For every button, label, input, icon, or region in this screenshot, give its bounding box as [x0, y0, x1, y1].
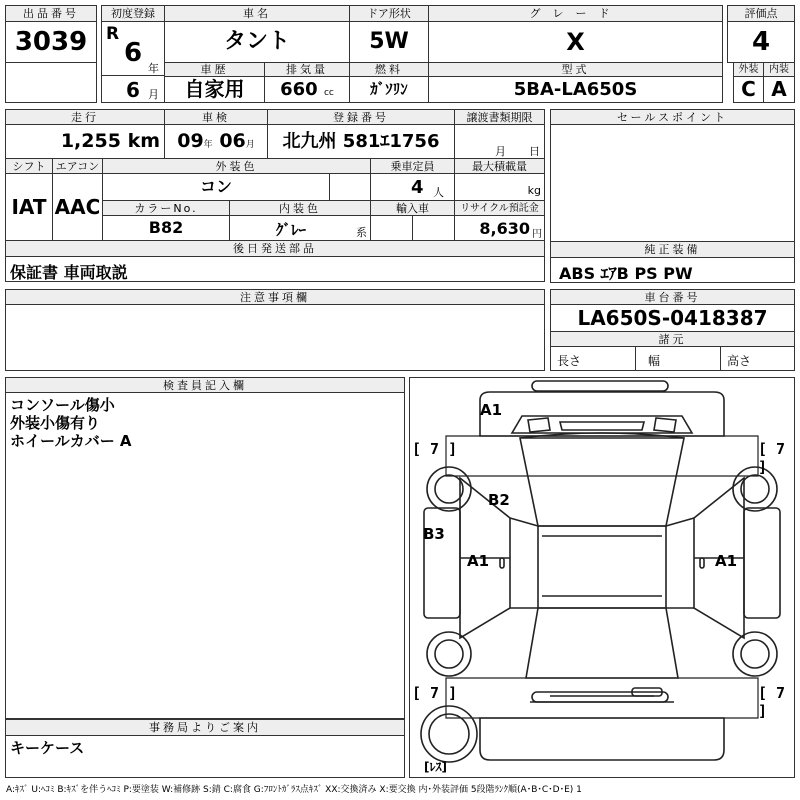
capacity-label: 乗車定員 [370, 158, 455, 174]
displacement-label: 排気量 [264, 62, 350, 77]
damage-a1-right: A1 [715, 552, 738, 570]
chassis-number: LA650S-0418387 [550, 304, 795, 332]
displacement-value: 660 [280, 79, 318, 100]
plate-number: 北九州 581ｴ1756 [267, 124, 455, 159]
width-cell [635, 346, 721, 371]
exterior-grade: C [733, 76, 764, 103]
tire-rear-left: [ 7 ] [412, 684, 458, 702]
year: 6 [124, 38, 143, 68]
lot-number: 3039 [5, 21, 97, 63]
insp-year: 09 [177, 130, 204, 152]
damage-legend: A:ｷｽﾞ U:ﾍｺﾐ B:ｷｽﾞを伴うﾍｺﾐ P:要塗装 W:補修跡 S:錆 C:腐食 G:ﾌﾛﾝﾄｶﾞﾗｽ点ｷｽﾞ XX:交換済み X:要交換 内･外装評価 5段階ﾗﾝｸ順(A･B･C･D･E) 1 [6, 785, 582, 795]
int-color [229, 215, 371, 241]
shift: IAT [5, 173, 53, 241]
car-diagram [409, 377, 795, 778]
score: 4 [727, 21, 795, 63]
model-label: 型式 [428, 62, 723, 77]
length-label: 長さ [557, 354, 582, 368]
max-load-unit: kg [527, 184, 541, 197]
ac-label: エアコン [52, 158, 103, 174]
door-label: ドア形状 [349, 5, 429, 22]
ac: AAC [52, 173, 103, 241]
tire-front-right: [ 7 ] [758, 440, 786, 476]
grade: X [428, 21, 723, 63]
capacity [370, 173, 455, 201]
max-load-label: 最大積載量 [454, 158, 545, 174]
ext-color-label: 外装色 [102, 158, 371, 174]
equipment [550, 257, 795, 283]
transfer-label: 譲渡書類期限 [454, 109, 545, 125]
recycle-unit: 円 [532, 229, 542, 240]
exterior-label: 外装 [733, 62, 764, 77]
height-cell [720, 346, 795, 371]
door-type: 5W [349, 21, 429, 63]
displacement [264, 76, 350, 103]
transfer-day: 日 [529, 145, 540, 158]
plate-label: 登録番号 [267, 109, 455, 125]
office-note [5, 735, 405, 778]
later-parts [5, 256, 545, 282]
history-label: 車歴 [164, 62, 265, 77]
later-parts-value: 保証書 車両取説 [10, 263, 128, 282]
int-color-value: ｸﾞﾚｰ [276, 221, 307, 239]
car-name-label: 車名 [164, 5, 350, 22]
inspection [164, 124, 268, 159]
caution [5, 304, 545, 371]
lot-blank [5, 62, 97, 103]
mileage [5, 124, 165, 159]
height-label: 高さ [727, 354, 752, 368]
inspector-note-3: ホイールカバー A [10, 432, 132, 450]
insp-year-unit: 年 [203, 140, 213, 150]
int-color-unit: 系 [356, 226, 367, 239]
model: 5BA-LA650S [428, 76, 723, 103]
equipment-label: 純正装備 [550, 241, 795, 258]
equipment-value: ABS ｴｱB PS PW [559, 264, 693, 283]
damage-b2: B2 [488, 491, 510, 509]
inspector-label: 検査員記入欄 [5, 377, 405, 393]
recycle-label: リサイクル預託金 [454, 200, 545, 216]
chassis-label: 車台番号 [550, 289, 795, 305]
max-load [454, 173, 545, 201]
capacity-unit: 人 [433, 186, 444, 199]
import-a [370, 215, 413, 241]
car-outline [410, 378, 794, 777]
lot-label: 出品番号 [5, 5, 97, 22]
color-no: B82 [102, 215, 230, 241]
recycle-fee [454, 215, 545, 241]
transfer-month: 月 [495, 145, 506, 158]
displacement-unit: cc [323, 88, 334, 98]
shift-label: シフト [5, 158, 53, 174]
first-reg-label: 初度登録 [101, 5, 165, 22]
recycle-value: 8,630 [479, 219, 530, 238]
caution-label: 注意事項欄 [5, 289, 545, 305]
first-reg-month [101, 75, 165, 103]
first-reg-year [101, 21, 165, 76]
month: 6 [126, 78, 140, 102]
month-unit: 月 [148, 88, 159, 101]
tire-rear-right: [ 7 ] [758, 684, 786, 720]
ext-color-extra [329, 173, 371, 201]
grade-label: グレード [428, 5, 723, 22]
inspection-label: 車検 [164, 109, 268, 125]
interior-grade: A [763, 76, 795, 103]
car-name: タント [164, 21, 350, 63]
int-color-label: 内装色 [229, 200, 371, 216]
office-note-text: キーケース [10, 739, 85, 757]
damage-a1-left: A1 [467, 552, 490, 570]
damage-b3: B3 [423, 525, 445, 543]
spec-label: 諸元 [550, 331, 795, 347]
inspector-note-2: 外装小傷有り [10, 414, 101, 432]
mileage-value: 1,255 [60, 130, 121, 152]
history: 自家用 [164, 76, 265, 103]
fuel-label: 燃料 [349, 62, 429, 77]
import-b [412, 215, 455, 241]
interior-label: 内装 [763, 62, 795, 77]
sales-point [550, 124, 795, 242]
tire-front-left: [ 7 ] [412, 440, 458, 458]
year-unit: 年 [148, 62, 159, 75]
insp-month: 06 [219, 130, 246, 152]
ext-color: コン [102, 173, 330, 201]
insp-month-unit: 月 [245, 140, 255, 150]
era: R [106, 24, 120, 44]
spare-tire-label: [ﾚｽ] [424, 760, 447, 774]
mileage-unit: km [127, 130, 160, 152]
import-label: 輸入車 [370, 200, 455, 216]
inspector-notes [5, 392, 405, 719]
sales-point-label: セールスポイント [550, 109, 795, 125]
mileage-label: 走行 [5, 109, 165, 125]
score-label: 評価点 [727, 5, 795, 22]
inspector-note-1: コンソール傷小 [10, 396, 115, 414]
fuel: ｶﾞｿﾘﾝ [349, 76, 429, 103]
later-parts-label: 後日発送部品 [5, 240, 545, 257]
width-label: 幅 [648, 354, 661, 368]
capacity-value: 4 [411, 177, 424, 198]
color-no-label: カラーNo. [102, 200, 230, 216]
office-label: 事務局よりご案内 [5, 719, 405, 736]
length-cell [550, 346, 636, 371]
transfer-date [454, 124, 545, 159]
damage-a1-front: A1 [480, 401, 503, 419]
